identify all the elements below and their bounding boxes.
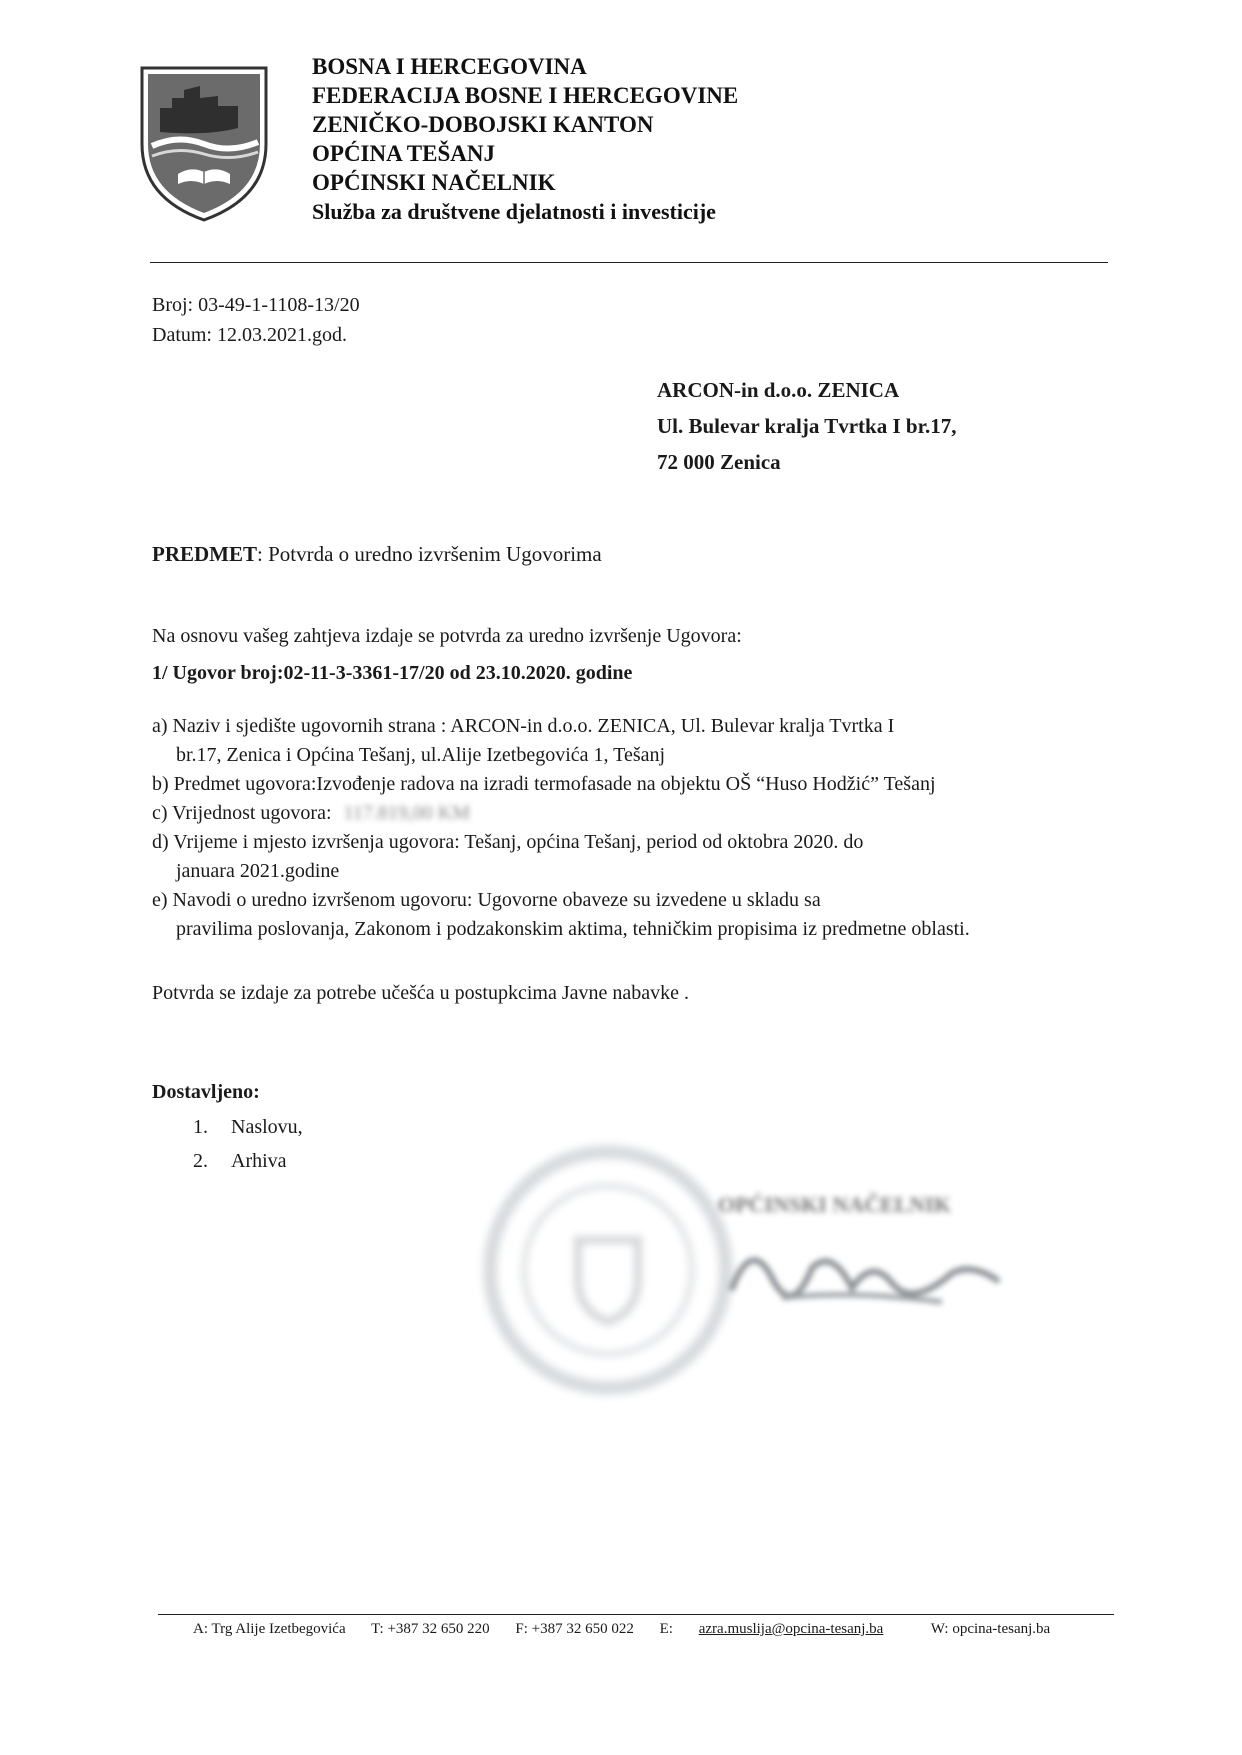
item-c-label: c) Vrijednost ugovora: [152, 802, 332, 824]
subject-label: PREDMET [152, 542, 257, 566]
footer-fax: F: +387 32 650 022 [515, 1621, 634, 1637]
subject-line [152, 542, 602, 567]
reference-date: Datum: 12.03.2021.god. [152, 324, 347, 346]
letterhead [312, 52, 738, 226]
delivered-list [193, 1110, 303, 1178]
item-b: b) Predmet ugovora:Izvođenje radova na izradi termofasade na objektu OŠ “Huso Hodžić” Tešanj [152, 773, 936, 795]
list-item: 2. Arhiva [193, 1150, 287, 1172]
contract-title: 1/ Ugovor broj:02-11-3-3361-17/20 od 23.10.2020. godine [152, 662, 633, 684]
footer-address: A: Trg Alije Izetbegovića [193, 1621, 346, 1637]
recipient-city: 72 000 Zenica [657, 450, 781, 474]
delivered-title: Dostavljeno: [152, 1081, 260, 1103]
footer-contacts [193, 1621, 1072, 1638]
header-unit: Služba za društvene djelatnosti i investicije [312, 199, 716, 224]
reference-block [152, 290, 360, 350]
item-e-line2: pravilima poslovanja, Zakonom i podzakonskim aktima, tehničkim propisima iz predmetne oblasti. [176, 918, 970, 940]
purpose-text: Potvrda se izdaje za potrebe učešća u postupkcima Javne nabavke . [152, 982, 690, 1004]
header-municipality: OPĆINA TEŠANJ [312, 141, 495, 166]
item-a-line2: br.17, Zenica i Općina Tešanj, ul.Alije Izetbegovića 1, Tešanj [176, 744, 666, 766]
signature-title: OPĆINSKI NAČELNIK [718, 1192, 951, 1217]
list-item: 1. Naslovu, [193, 1116, 303, 1138]
item-e-line1: e) Navodi o uredno izvršenom ugovoru: Ugovorne obaveze su izvedene u skladu sa [152, 889, 821, 911]
contract-details [152, 712, 1112, 944]
item-d-line1: d) Vrijeme i mjesto izvršenja ugovora: Tešanj, općina Tešanj, period od oktobra 2020. do [152, 831, 864, 853]
item-d-line2: januara 2021.godine [176, 860, 340, 882]
recipient-street: Ul. Bulevar kralja Tvrtka I br.17, [657, 414, 957, 438]
header-office: OPĆINSKI NAČELNIK [312, 170, 556, 195]
footer-web[interactable]: W: opcina-tesanj.ba [930, 1621, 1051, 1637]
handwritten-signature-icon [712, 1218, 1012, 1318]
reference-number: Broj: 03-49-1-1108-13/20 [152, 294, 360, 316]
header-canton: ZENIČKO-DOBOJSKI KANTON [312, 112, 654, 137]
footer-divider [158, 1614, 1114, 1615]
signature-block [712, 1192, 1012, 1332]
footer-phone: T: +387 32 650 220 [371, 1621, 490, 1637]
official-seal-icon [478, 1140, 738, 1400]
item-c [152, 799, 1112, 828]
email-link[interactable]: azra.muslija@opcina-tesanj.ba [698, 1621, 884, 1637]
header-divider [150, 262, 1108, 263]
footer-email: E: azra.muslija@opcina-tesanj.ba [659, 1621, 884, 1637]
item-a-line1: a) Naziv i sjedište ugovornih strana : ARCON-in d.o.o. ZENICA, Ul. Bulevar kralja Tvrtka I [152, 715, 895, 737]
header-federation: FEDERACIJA BOSNE I HERCEGOVINE [312, 83, 739, 108]
contract-value-redacted: 117.819,00 KM [343, 802, 470, 824]
intro-text: Na osnovu vašeg zahtjeva izdaje se potvrda za uredno izvršenje Ugovora: [152, 625, 742, 647]
subject-text: : Potvrda o uredno izvršenim Ugovorima [257, 542, 602, 566]
recipient-name: ARCON-in d.o.o. ZENICA [657, 378, 900, 402]
recipient-address [657, 372, 956, 480]
header-country: BOSNA I HERCEGOVINA [312, 54, 587, 79]
municipality-crest-icon [138, 62, 270, 224]
